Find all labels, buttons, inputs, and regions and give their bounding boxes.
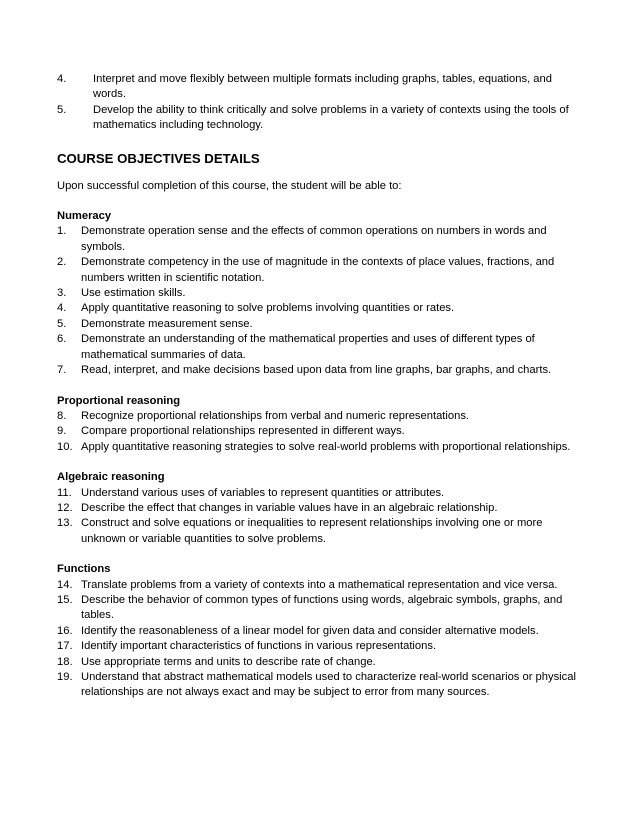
section-functions [57, 562, 587, 701]
list-item [57, 72, 587, 103]
list-item-text: Understand that abstract mathematical models used to characterize real-world scenarios or physical relationships are not always exact and may be subject to error from many sources. [81, 671, 576, 699]
list-item-number: 3. [57, 287, 67, 300]
section-numeracy [57, 209, 587, 378]
section-title: Numeracy [57, 210, 112, 223]
section-algebraic-reasoning [57, 470, 587, 547]
list-item [57, 486, 587, 501]
continued-outcomes-list [57, 72, 587, 134]
list-item-text: Identify the reasonableness of a linear model for given data and consider alternative models. [81, 624, 539, 637]
list-item-number: 17. [57, 640, 73, 653]
list-item-text: Read, interpret, and make decisions based upon data from line graphs, bar graphs, and charts. [81, 364, 552, 377]
section-title: Functions [57, 563, 111, 576]
list-item [57, 639, 587, 654]
section-title: Algebraic reasoning [57, 471, 165, 484]
list-item-number: 14. [57, 578, 73, 591]
list-item [57, 424, 587, 439]
list-item [57, 255, 587, 286]
list-item [57, 317, 587, 332]
list-item-number: 19. [57, 671, 73, 683]
list-item-text: Identify important characteristics of functions in various representations. [81, 640, 437, 653]
list-item-text: Demonstrate an understanding of the mathematical properties and uses of different types of mathematical summaries of data. [81, 333, 535, 361]
list-item-number: 8. [57, 409, 67, 422]
list-item-number: 6. [57, 333, 67, 346]
list-item-number: 16. [57, 624, 73, 637]
list-item [57, 655, 587, 670]
list-item-number: 2. [57, 256, 67, 269]
list-item-number: 5. [57, 103, 67, 116]
list-item [57, 363, 587, 378]
list-item-text: Apply quantitative reasoning strategies to solve real-world problems with proportional relationships. [81, 440, 571, 453]
section-proportional-reasoning [57, 394, 587, 456]
list-item [57, 332, 587, 363]
list-item-number: 7. [57, 364, 67, 377]
section-heading: COURSE OBJECTIVES DETAILS [57, 150, 260, 166]
list-item-number: 13. [57, 517, 73, 530]
list-item-number: 1. [57, 225, 67, 238]
list-item-number: 12. [57, 501, 73, 514]
list-item-number: 15. [57, 593, 73, 606]
intro-paragraph: Upon successful completion of this course, the student will be able to: [57, 179, 402, 192]
list-item-text: Interpret and move flexibly between multiple formats including graphs, tables, equations, and words. [93, 73, 552, 101]
list-item-number: 10. [57, 440, 73, 453]
list-item [57, 286, 587, 301]
list-item [57, 578, 587, 593]
list-item [57, 409, 587, 424]
list-item-number: 9. [57, 425, 67, 438]
section-title: Proportional reasoning [57, 394, 181, 407]
list-item-text: Describe the effect that changes in variable values have in an algebraic relationship. [81, 501, 498, 514]
list-item-text: Translate problems from a variety of contexts into a mathematical representation and vice versa. [81, 578, 558, 591]
document-content [57, 72, 587, 716]
list-item-text: Demonstrate measurement sense. [81, 317, 253, 330]
list-item-text: Use estimation skills. [81, 287, 186, 300]
list-item-number: 4. [57, 73, 67, 85]
list-item-number: 5. [57, 317, 67, 330]
list-item-text: Use appropriate terms and units to describe rate of change. [81, 655, 376, 668]
list-item-number: 18. [57, 655, 73, 668]
list-item-text: Recognize proportional relationships from verbal and numeric representations. [81, 409, 470, 422]
list-item-text: Understand various uses of variables to represent quantities or attributes. [81, 486, 445, 499]
list-item-text: Develop the ability to think critically and solve problems in a variety of contexts using the tools of mathematics including technology. [93, 103, 569, 132]
list-item-text: Demonstrate competency in the use of magnitude in the contexts of place values, fractions, and numbers written in scientific notation. [81, 256, 555, 284]
list-item [57, 224, 587, 255]
list-item-text: Describe the behavior of common types of functions using words, algebraic symbols, graphs, and tables. [81, 593, 563, 622]
list-item-text: Apply quantitative reasoning to solve problems involving quantities or rates. [81, 302, 455, 315]
list-item [57, 301, 587, 316]
list-item-text: Demonstrate operation sense and the effects of common operations on numbers in words and symbols. [81, 225, 547, 253]
list-item [57, 501, 587, 516]
list-item [57, 103, 587, 134]
list-item-text: Compare proportional relationships represented in different ways. [81, 425, 405, 438]
list-item-text: Construct and solve equations or inequalities to represent relationships involving one or more unknown or variable quantities to solve problems. [81, 517, 543, 545]
list-item [57, 670, 587, 701]
list-item-number: 4. [57, 302, 67, 315]
list-item [57, 440, 587, 455]
list-item [57, 624, 587, 639]
list-item-number: 11. [57, 486, 72, 499]
list-item [57, 593, 587, 624]
list-item [57, 516, 587, 547]
